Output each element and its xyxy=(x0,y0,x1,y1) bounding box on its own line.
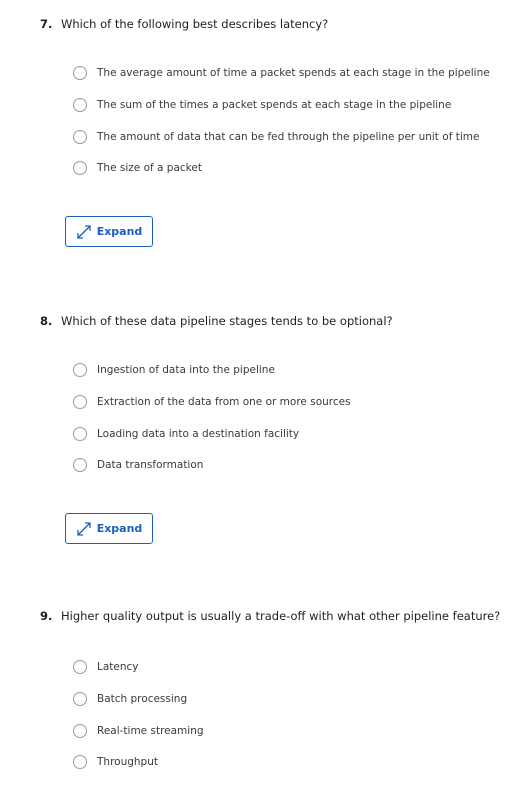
option-label: Data transformation xyxy=(97,459,204,471)
expand-button-8[interactable] xyxy=(65,513,153,544)
radio-button[interactable] xyxy=(73,755,87,769)
question-text: Which of the following best describes latency? xyxy=(61,17,329,31)
radio-button[interactable] xyxy=(73,98,87,112)
option-9-a[interactable] xyxy=(73,657,139,677)
option-9-d[interactable] xyxy=(73,752,158,772)
radio-button[interactable] xyxy=(73,660,87,674)
question-number: 9. xyxy=(40,609,53,623)
option-label: Extraction of the data from one or more sources xyxy=(97,396,351,408)
option-label: Throughput xyxy=(97,756,158,768)
option-7-d[interactable] xyxy=(73,158,202,178)
radio-button[interactable] xyxy=(73,427,87,441)
option-label: Loading data into a destination facility xyxy=(97,428,300,440)
question-9-prompt xyxy=(40,608,500,624)
option-7-a[interactable] xyxy=(73,63,490,83)
question-text: Higher quality output is usually a trade-off with what other pipeline feature? xyxy=(61,609,501,623)
option-9-b[interactable] xyxy=(73,689,187,709)
option-label: Batch processing xyxy=(97,693,188,705)
option-label: Real-time streaming xyxy=(97,725,204,737)
question-number: 8. xyxy=(40,314,53,328)
question-8-prompt xyxy=(40,313,393,329)
radio-button[interactable] xyxy=(73,363,87,377)
option-9-c[interactable] xyxy=(73,721,204,741)
question-text: Which of these data pipeline stages tends to be optional? xyxy=(61,314,393,328)
radio-button[interactable] xyxy=(73,66,87,80)
question-number: 7. xyxy=(40,17,53,31)
option-label: Latency xyxy=(97,661,139,673)
option-label: The amount of data that can be fed through the pipeline per unit of time xyxy=(97,131,480,143)
option-8-a[interactable] xyxy=(73,360,275,380)
option-8-b[interactable] xyxy=(73,392,351,412)
radio-button[interactable] xyxy=(73,395,87,409)
expand-arrows-icon xyxy=(76,224,92,240)
expand-arrows-icon xyxy=(76,521,92,537)
radio-button[interactable] xyxy=(73,692,87,706)
option-8-d[interactable] xyxy=(73,455,203,475)
option-7-b[interactable] xyxy=(73,95,451,115)
radio-button[interactable] xyxy=(73,161,87,175)
expand-label: Expand xyxy=(96,225,143,238)
radio-button[interactable] xyxy=(73,724,87,738)
radio-button[interactable] xyxy=(73,130,87,144)
radio-button[interactable] xyxy=(73,458,87,472)
option-label: The sum of the times a packet spends at each stage in the pipeline xyxy=(97,99,452,111)
option-label: Ingestion of data into the pipeline xyxy=(97,364,275,376)
expand-label: Expand xyxy=(96,522,143,535)
option-8-c[interactable] xyxy=(73,424,299,444)
expand-button-7[interactable] xyxy=(65,216,153,247)
question-7-prompt xyxy=(40,16,328,32)
option-7-c[interactable] xyxy=(73,127,479,147)
option-label: The size of a packet xyxy=(97,162,202,174)
option-label: The average amount of time a packet spends at each stage in the pipeline xyxy=(97,67,490,79)
